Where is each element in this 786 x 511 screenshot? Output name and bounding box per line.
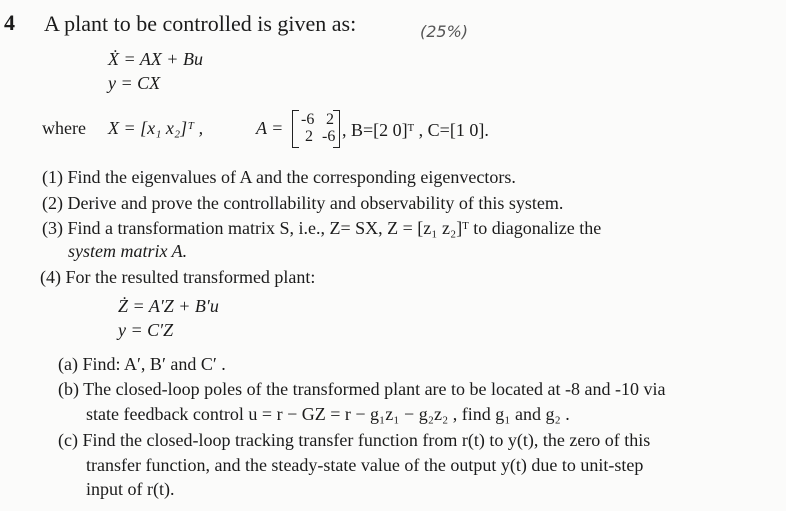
a-matrix-cell: -6 <box>322 128 336 145</box>
a-matrix-label: A = <box>256 118 284 138</box>
transformed-state-equation: Ż = A′Z + B′u <box>118 296 219 316</box>
question-1: (1) Find the eigenvalues of A and the corresponding eigenvectors. <box>42 167 516 187</box>
subquestion-a: (a) Find: A′, B′ and C′ . <box>58 354 226 374</box>
subquestion-c-continued: transfer function, and the steady-state value of the output y(t) due to unit-step <box>86 455 644 475</box>
problem-number: 4 <box>4 10 15 35</box>
output-equation: y = CX <box>108 73 161 93</box>
subquestion-c-end: input of r(t). <box>86 479 175 499</box>
problem-title: A plant to be controlled is given as: <box>44 11 357 36</box>
b-c-definition: , B=[2 0]ᵀ , C=[1 0]. <box>342 120 489 140</box>
question-4: (4) For the resulted transformed plant: <box>40 267 316 287</box>
subquestion-b: (b) The closed-loop poles of the transformed plant are to be located at -8 and -10 via <box>58 379 666 399</box>
a-matrix <box>292 110 340 146</box>
handwritten-points: (25%) <box>420 22 469 41</box>
subquestion-b-continued: state feedback control u = r − GZ = r − g₁z₁ − g₂z₂ , find g₁ and g₂ . <box>86 404 570 424</box>
question-2: (2) Derive and prove the controllability and observability of this system. <box>42 193 564 213</box>
where-label: where <box>42 118 86 138</box>
subquestion-c: (c) Find the closed-loop tracking transfer function from r(t) to y(t), the zero of this <box>58 430 651 450</box>
a-matrix-cell: 2 <box>305 128 313 145</box>
question-3-continued: system matrix A. <box>68 241 188 261</box>
state-equation: Ẋ = AX + Bu <box>108 49 203 69</box>
transformed-output-equation: y = C′Z <box>118 320 174 340</box>
question-3: (3) Find a transformation matrix S, i.e., Z= SX, Z = [z₁ z₂]ᵀ to diagonalize the <box>42 218 602 238</box>
a-matrix-cell: -6 <box>301 111 315 128</box>
a-matrix-cell: 2 <box>326 111 334 128</box>
left-bracket <box>292 110 299 148</box>
state-vector-definition: X = [x₁ x₂]ᵀ , <box>108 118 204 138</box>
